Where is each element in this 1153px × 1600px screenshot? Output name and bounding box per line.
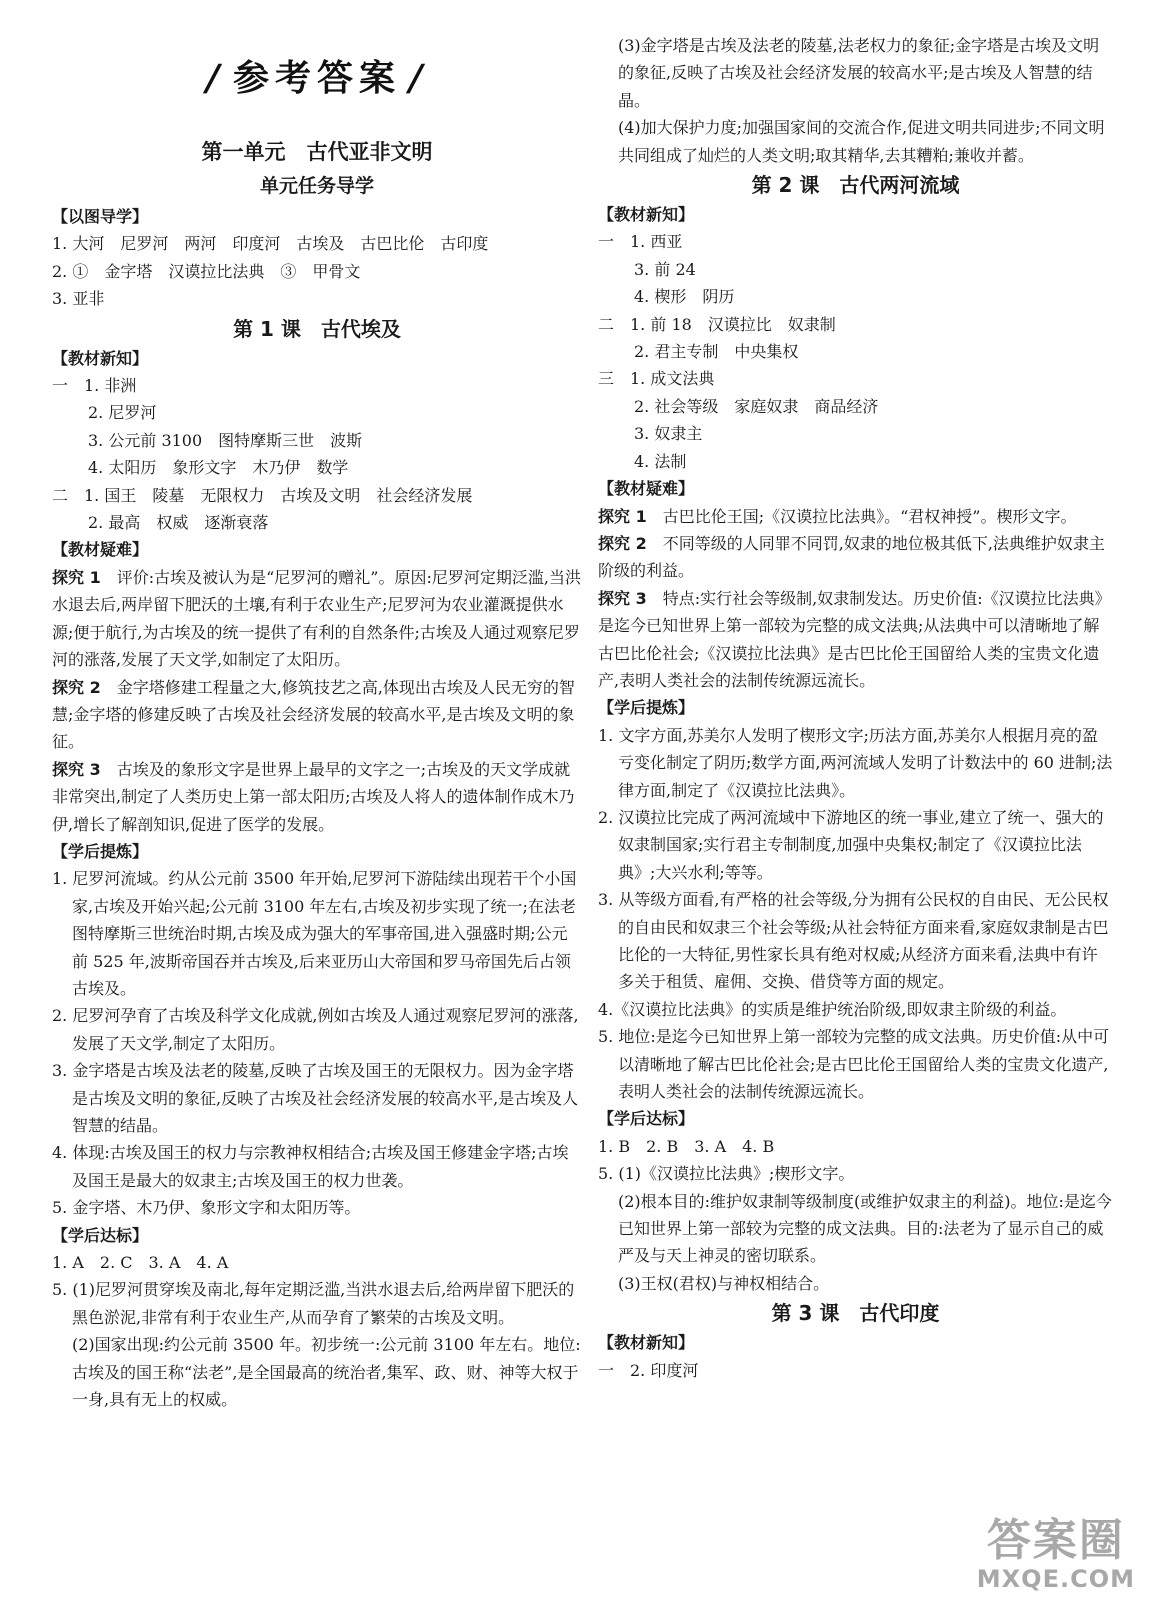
lesson2-title: 第 2 课 古代两河流域 — [751, 173, 960, 198]
guide-answer-1: 1. 大河 尼罗河 两河 印度河 古埃及 古巴比伦 古印度 — [52, 234, 489, 254]
right-column — [598, 32, 1113, 1384]
lesson1-refine-4: 4. 体现:古埃及国王的权力与宗教神权相结合;古埃及国王修建金字塔;古埃及国王是最大的奴隶主;古埃及国王的权力世袭。 — [52, 1143, 569, 1190]
lesson2-new-6: 三 1. 成文法典 — [598, 369, 715, 389]
lesson1-new-5: 二 1. 国王 陵墓 无限权力 古埃及文明 社会经济发展 — [52, 485, 473, 505]
lesson1-new-6: 2. 最高 权威 逐渐衰落 — [88, 513, 269, 533]
explore-label: 探究 1 — [52, 567, 101, 587]
lesson2-new-2: 3. 前 24 — [634, 259, 696, 279]
lesson1-new-3: 3. 公元前 3100 图特摩斯三世 波斯 — [88, 430, 363, 450]
lesson1-new-heading: 【教材新知】 — [52, 348, 149, 368]
lesson1-explore-2 — [52, 674, 582, 756]
left-column — [52, 135, 582, 1413]
lesson1-new-2: 2. 尼罗河 — [88, 403, 157, 423]
lesson2-target-5-1: 5. (1)《汉谟拉比法典》;楔形文字。 — [598, 1164, 855, 1184]
watermark — [977, 1516, 1135, 1592]
lesson2-new-5: 2. 君主专制 中央集权 — [634, 342, 799, 362]
lesson1-target-1: 1. A 2. C 3. A 4. A — [52, 1253, 229, 1273]
lesson1-refine-3: 3. 金字塔是古埃及法老的陵墓,反映了古埃及国王的无限权力。因为金字塔是古埃及文明的象征,反映了古埃及社会经济发展的较高水平,是古埃及人智慧的结晶。 — [52, 1061, 579, 1135]
explore-label: 探究 3 — [52, 759, 101, 779]
lesson1-doubt-heading: 【教材疑难】 — [52, 540, 149, 560]
lesson1-explore-1 — [52, 564, 582, 674]
lesson2-new-heading: 【教材新知】 — [598, 205, 695, 225]
lesson1-explore-3 — [52, 756, 582, 838]
explore-text: 不同等级的人同罪不同罚,奴隶的地位极其低下,法典维护奴隶主阶级的利益。 — [598, 533, 1105, 581]
lesson1-title: 第 1 课 古代埃及 — [233, 316, 401, 341]
lesson3-title: 第 3 课 古代印度 — [771, 1301, 940, 1326]
page-title: / 参考答案 / — [201, 58, 433, 99]
lesson1-target-heading: 【学后达标】 — [52, 1225, 149, 1245]
lesson2-new-4: 二 1. 前 18 汉谟拉比 奴隶制 — [598, 314, 836, 334]
lesson1-target-5-3: (3)金字塔是古埃及法老的陵墓,法老权力的象征;金字塔是古埃及文明的象征,反映了古埃及社会经济发展的较高水平;是古埃及人智慧的结晶。 — [618, 36, 1100, 110]
explore-text: 古埃及的象形文字是世界上最早的文字之一;古埃及的天文学成就非常突出,制定了人类历史上第一部太阳历;古埃及人将人的遗体制作成木乃伊,增长了解剖知识,促进了医学的发展。 — [52, 759, 575, 834]
lesson1-target-5-2: (2)国家出现:约公元前 3500 年。初步统一:公元前 3100 年左右。地位:古埃及的国王称“法老”,是全国最高的统治者,集军、政、财、神等大权于一身,具有无上的权威。 — [72, 1335, 581, 1410]
lesson2-explore-1 — [598, 503, 1113, 530]
lesson2-new-8: 3. 奴隶主 — [634, 424, 703, 444]
guide-answer-3: 3. 亚非 — [52, 289, 105, 309]
lesson2-target-heading: 【学后达标】 — [598, 1109, 695, 1129]
watermark-logo: 答案圈 — [986, 1515, 1125, 1566]
lesson2-refine-5: 5. 地位:是迄今已知世界上第一部较为完整的成文法典。历史价值:从中可以清晰地了解古巴比伦社会;是古巴比伦王国留给人类的宝贵文化遗产,表明人类社会的法制传统源远流长。 — [598, 1027, 1110, 1102]
lesson2-explore-3 — [598, 585, 1113, 695]
lesson2-new-7: 2. 社会等级 家庭奴隶 商品经济 — [634, 396, 879, 416]
lesson1-refine-2: 2. 尼罗河孕育了古埃及科学文化成就,例如古埃及人通过观察尼罗河的涨落,发展了天文学,制定了太阳历。 — [52, 1006, 579, 1053]
page-title-text: 参考答案 — [232, 58, 401, 99]
lesson1-target-5-4: (4)加大保护力度;加强国家间的交流合作,促进文明共同进步;不同文明共同组成了灿烂的人类文明;取其精华,去其糟粕;兼收并蓄。 — [618, 118, 1105, 165]
lesson2-refine-2: 2. 汉谟拉比完成了两河流域中下游地区的统一事业,建立了统一、强大的奴隶制国家;实行君主专制制度,加强中央集权;制定了《汉谟拉比法典》;大兴水利;等等。 — [598, 807, 1104, 882]
lesson1-refine-5: 5. 金字塔、木乃伊、象形文字和太阳历等。 — [52, 1198, 361, 1218]
lesson1-refine-1: 1. 尼罗河流域。约从公元前 3500 年开始,尼罗河下游陆续出现若干个小国家,古埃及开始兴起;公元前 3100 年左右,古埃及初步实现了统一;在法老图特摩斯三世统治时期,古埃及成为强大的军事帝国,进入强盛时期;公元前 525 年,波斯帝国吞并古埃及,后来亚历山大帝国和罗马帝国先后占领古埃及。 — [52, 869, 577, 998]
watermark-url: MXQE.COM — [976, 1565, 1135, 1593]
explore-text: 金字塔修建工程量之大,修筑技艺之高,体现出古埃及人民无穷的智慧;金字塔的修建反映了古埃及社会经济发展的较高水平,是古埃及文明的象征。 — [52, 677, 575, 752]
lesson3-new-heading: 【教材新知】 — [598, 1333, 695, 1353]
unit-title: 第一单元 古代亚非文明 — [201, 140, 433, 164]
lesson1-target-5-1: 5. (1)尼罗河贯穿埃及南北,每年定期泛滥,当洪水退去后,给两岸留下肥沃的黑色淤泥,非常有利于农业生产,从而孕育了繁荣的古埃及文明。 — [52, 1280, 575, 1327]
explore-text: 特点:实行社会等级制,奴隶制发达。历史价值:《汉谟拉比法典》是迄今已知世界上第一部较为完整的成文法典;从法典中可以清晰地了解古巴比伦社会;《汉谟拉比法典》是古巴比伦王国留给人类的宝贵文化遗产,表明人类社会的法制传统源远流长。 — [598, 588, 1111, 690]
lesson2-refine-1: 1. 文字方面,苏美尔人发明了楔形文字;历法方面,苏美尔人根据月亮的盈亏变化制定了阴历;数学方面,两河流域人发明了计数法中的 60 进制;法律方面,制定了《汉谟拉比法典》。 — [598, 725, 1113, 800]
lesson2-refine-heading: 【学后提炼】 — [598, 698, 695, 718]
lesson2-explore-2 — [598, 530, 1113, 585]
guide-heading: 【以图导学】 — [52, 207, 149, 226]
lesson3-new-1: 一 2. 印度河 — [598, 1360, 699, 1380]
lesson1-new-1: 一 1. 非洲 — [52, 376, 137, 396]
explore-text: 评价:古埃及被认为是“尼罗河的赠礼”。原因:尼罗河定期泛滥,当洪水退去后,两岸留下肥沃的土壤,有利于农业生产;尼罗河为农业灌溉提供水源;便于航行,为古埃及的统一提供了有利的自然条件;古埃及人通过观察尼罗河的涨落,发展了天文学,如制定了太阳历。 — [52, 567, 581, 670]
explore-text: 古巴比伦王国;《汉谟拉比法典》。“君权神授”。楔形文字。 — [662, 506, 1077, 526]
explore-label: 探究 2 — [52, 677, 101, 697]
lesson2-new-9: 4. 法制 — [634, 451, 687, 471]
lesson1-refine-heading: 【学后提炼】 — [52, 841, 149, 861]
lesson2-new-1: 一 1. 西亚 — [598, 232, 683, 252]
unit-subtitle: 单元任务导学 — [259, 175, 374, 197]
lesson2-refine-4: 4.《汉谟拉比法典》的实质是维护统治阶级,即奴隶主阶级的利益。 — [598, 999, 1067, 1019]
lesson2-doubt-heading: 【教材疑难】 — [598, 479, 695, 499]
lesson1-new-4: 4. 太阳历 象形文字 木乃伊 数学 — [88, 458, 349, 478]
guide-answer-2: 2. ① 金字塔 汉谟拉比法典 ③ 甲骨文 — [52, 261, 361, 281]
lesson2-new-3: 4. 楔形 阴历 — [634, 287, 735, 307]
explore-label: 探究 3 — [598, 588, 647, 608]
explore-label: 探究 1 — [598, 506, 647, 526]
lesson2-target-5-2: (2)根本目的:维护奴隶制等级制度(或维护奴隶主的利益)。地位:是迄今已知世界上第一部较为完整的成文法典。目的:法老为了显示自己的威严及与天上神灵的密切联系。 — [618, 1191, 1112, 1266]
explore-label: 探究 2 — [598, 533, 647, 553]
lesson2-target-5-3: (3)王权(君权)与神权相结合。 — [618, 1273, 830, 1293]
lesson2-target-1: 1. B 2. B 3. A 4. B — [598, 1136, 775, 1156]
lesson2-refine-3: 3. 从等级方面看,有严格的社会等级,分为拥有公民权的自由民、无公民权的自由民和奴隶三个社会等级;从社会特征方面来看,家庭奴隶制是古巴比伦的一大特征,男性家长具有绝对权威;从经济方面来看,法典中有许多关于租赁、雇佣、交换、借贷等方面的规定。 — [598, 890, 1109, 992]
